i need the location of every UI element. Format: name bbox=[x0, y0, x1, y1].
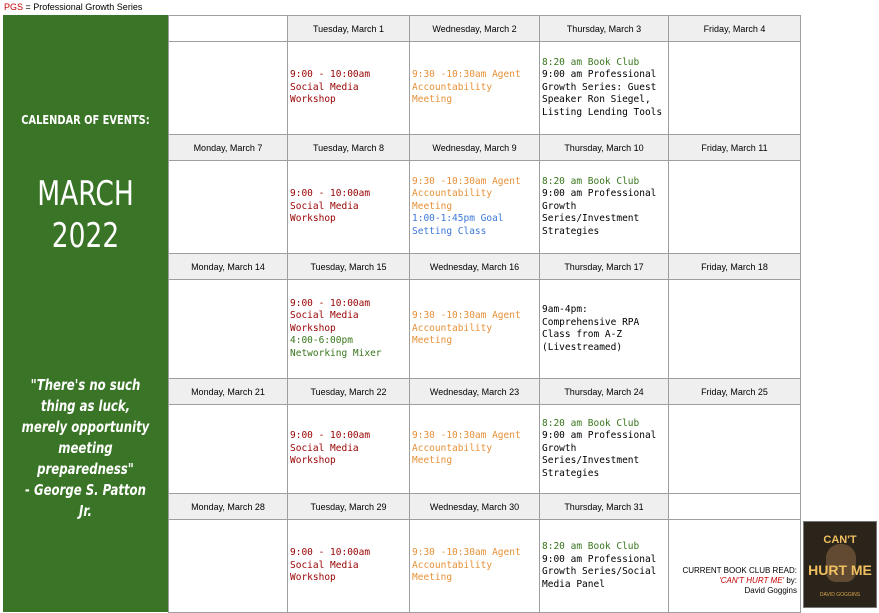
day-cell[interactable] bbox=[669, 405, 801, 494]
event-list bbox=[540, 176, 668, 239]
day-cell[interactable] bbox=[169, 42, 288, 135]
week-body-row bbox=[169, 520, 801, 613]
week-body-row bbox=[169, 405, 801, 494]
year-label: 2022 bbox=[51, 216, 120, 256]
event-list bbox=[540, 418, 668, 481]
week-header-row bbox=[169, 16, 801, 42]
day-cell[interactable] bbox=[410, 42, 540, 135]
sidebar-panel bbox=[3, 15, 168, 612]
day-header: Thursday, March 24 bbox=[540, 379, 669, 405]
day-header: Thursday, March 3 bbox=[540, 16, 669, 42]
event-item: 9:30 -10:30am Agent Accountability Meeting bbox=[412, 69, 521, 106]
week-header-row bbox=[169, 379, 801, 405]
day-cell[interactable] bbox=[169, 405, 288, 494]
event-item: 1:00-1:45pm Goal Setting Class bbox=[412, 213, 504, 237]
day-header bbox=[169, 16, 288, 42]
week-body-row bbox=[169, 161, 801, 254]
event-item: 9:30 -10:30am Agent Accountability Meeting bbox=[412, 310, 521, 347]
day-cell[interactable] bbox=[288, 405, 410, 494]
day-header: Friday, March 25 bbox=[669, 379, 801, 405]
day-header: Wednesday, March 16 bbox=[410, 254, 540, 280]
event-item: 9:30 -10:30am Agent Accountability Meeting bbox=[412, 175, 521, 212]
calendar-grid bbox=[168, 15, 801, 613]
day-header: Thursday, March 10 bbox=[540, 135, 669, 161]
day-cell[interactable] bbox=[669, 520, 801, 613]
month-label: MARCH bbox=[37, 174, 134, 214]
day-cell[interactable] bbox=[540, 520, 669, 613]
day-cell[interactable] bbox=[288, 280, 410, 379]
event-list bbox=[540, 57, 668, 120]
event-item: 9am-4pm: Comprehensive RPA Class from A-Z (Livestreamed) bbox=[542, 304, 640, 353]
event-item: 9:00 am Professional Growth Series/Social Media Panel bbox=[542, 553, 657, 590]
day-header: Thursday, March 17 bbox=[540, 254, 669, 280]
day-header: Wednesday, March 23 bbox=[410, 379, 540, 405]
event-item: 9:00 - 10:00am Social Media Workshop bbox=[290, 188, 371, 225]
event-item: 4:00-6:00pm Networking Mixer bbox=[290, 335, 382, 359]
event-item: 9:00 - 10:00am Social Media Workshop bbox=[290, 297, 371, 334]
day-cell[interactable] bbox=[540, 42, 669, 135]
day-cell[interactable] bbox=[669, 42, 801, 135]
week-header-row bbox=[169, 254, 801, 280]
day-header bbox=[669, 494, 801, 520]
book-author: David Goggins bbox=[744, 586, 797, 595]
event-list bbox=[288, 430, 409, 468]
event-list bbox=[288, 69, 409, 107]
day-header: Wednesday, March 2 bbox=[410, 16, 540, 42]
event-item: 9:00 - 10:00am Social Media Workshop bbox=[290, 69, 371, 106]
event-item: 9:30 -10:30am Agent Accountability Meeting bbox=[412, 547, 521, 584]
day-cell[interactable] bbox=[540, 405, 669, 494]
quote-author: - George S. Patton Jr. bbox=[25, 481, 146, 520]
event-item: 8:20 am Book Club bbox=[542, 541, 640, 552]
day-cell[interactable] bbox=[169, 280, 288, 379]
event-item: 9:30 -10:30am Agent Accountability Meeting bbox=[412, 430, 521, 467]
book-club-note bbox=[669, 536, 800, 596]
event-item: 9:00 am Professional Growth Series/Investment Strategies bbox=[542, 430, 657, 479]
day-header: Tuesday, March 1 bbox=[288, 16, 410, 42]
day-cell[interactable] bbox=[410, 280, 540, 379]
event-item: 9:00 am Professional Growth Series/Investment Strategies bbox=[542, 188, 657, 237]
book-title: 'CAN'T HURT ME' bbox=[719, 576, 785, 585]
event-item: 8:20 am Book Club bbox=[542, 56, 640, 68]
book-cover-line1: CAN'T bbox=[823, 534, 857, 546]
day-cell[interactable] bbox=[410, 161, 540, 254]
event-item: 9:00 - 10:00am Social Media Workshop bbox=[290, 547, 371, 584]
event-list bbox=[410, 69, 539, 107]
day-cell[interactable] bbox=[288, 520, 410, 613]
day-cell[interactable] bbox=[169, 161, 288, 254]
day-header: Monday, March 21 bbox=[169, 379, 288, 405]
day-header: Wednesday, March 30 bbox=[410, 494, 540, 520]
week-body-row bbox=[169, 280, 801, 379]
day-cell[interactable] bbox=[169, 520, 288, 613]
day-header: Tuesday, March 29 bbox=[288, 494, 410, 520]
day-cell[interactable] bbox=[288, 161, 410, 254]
event-list bbox=[540, 304, 668, 354]
event-list bbox=[410, 310, 539, 348]
day-header: Friday, March 4 bbox=[669, 16, 801, 42]
day-header: Monday, March 7 bbox=[169, 135, 288, 161]
day-cell[interactable] bbox=[669, 161, 801, 254]
event-list bbox=[288, 298, 409, 361]
week-header-row bbox=[169, 135, 801, 161]
day-header: Wednesday, March 9 bbox=[410, 135, 540, 161]
book-by: by: bbox=[784, 576, 797, 585]
event-list bbox=[540, 541, 668, 591]
legend bbox=[4, 2, 142, 12]
event-item: 9:00 - 10:00am Social Media Workshop bbox=[290, 430, 371, 467]
day-header: Friday, March 11 bbox=[669, 135, 801, 161]
event-item: 8:20 am Book Club bbox=[542, 175, 640, 187]
book-cover-line2: HURT ME bbox=[808, 562, 872, 578]
day-header: Tuesday, March 15 bbox=[288, 254, 410, 280]
event-list bbox=[410, 547, 539, 585]
week-header-row bbox=[169, 494, 801, 520]
day-cell[interactable] bbox=[540, 280, 669, 379]
day-header: Tuesday, March 8 bbox=[288, 135, 410, 161]
legend-abbr: PGS bbox=[4, 2, 24, 12]
event-list bbox=[288, 547, 409, 585]
event-list bbox=[288, 188, 409, 226]
event-list bbox=[410, 176, 539, 239]
day-cell[interactable] bbox=[410, 520, 540, 613]
book-cover-image bbox=[803, 521, 877, 608]
day-header: Tuesday, March 22 bbox=[288, 379, 410, 405]
month-year-title bbox=[21, 173, 150, 257]
day-header: Friday, March 18 bbox=[669, 254, 801, 280]
quote-text: "There's no such thing as luck, merely opportunity meeting preparedness" bbox=[21, 376, 150, 478]
book-note-title-line bbox=[669, 576, 797, 586]
calendar-label: CALENDAR OF EVENTS: bbox=[21, 113, 150, 127]
book-note-label: CURRENT BOOK CLUB READ: bbox=[682, 566, 797, 575]
day-header: Thursday, March 31 bbox=[540, 494, 669, 520]
quote-block bbox=[21, 375, 150, 522]
event-item: 9:00 am Professional Growth Series: Guest Speaker Ron Siegel, Listing Lending Tools bbox=[542, 69, 663, 118]
event-item: 8:20 am Book Club bbox=[542, 417, 640, 429]
book-cover-author: DAVID GOGGINS bbox=[819, 592, 861, 598]
day-header: Monday, March 14 bbox=[169, 254, 288, 280]
event-list bbox=[410, 430, 539, 468]
legend-text: = Professional Growth Series bbox=[23, 2, 143, 12]
week-body-row bbox=[169, 42, 801, 135]
day-cell[interactable] bbox=[410, 405, 540, 494]
day-cell[interactable] bbox=[540, 161, 669, 254]
day-cell[interactable] bbox=[669, 280, 801, 379]
day-header: Monday, March 28 bbox=[169, 494, 288, 520]
day-cell[interactable] bbox=[288, 42, 410, 135]
